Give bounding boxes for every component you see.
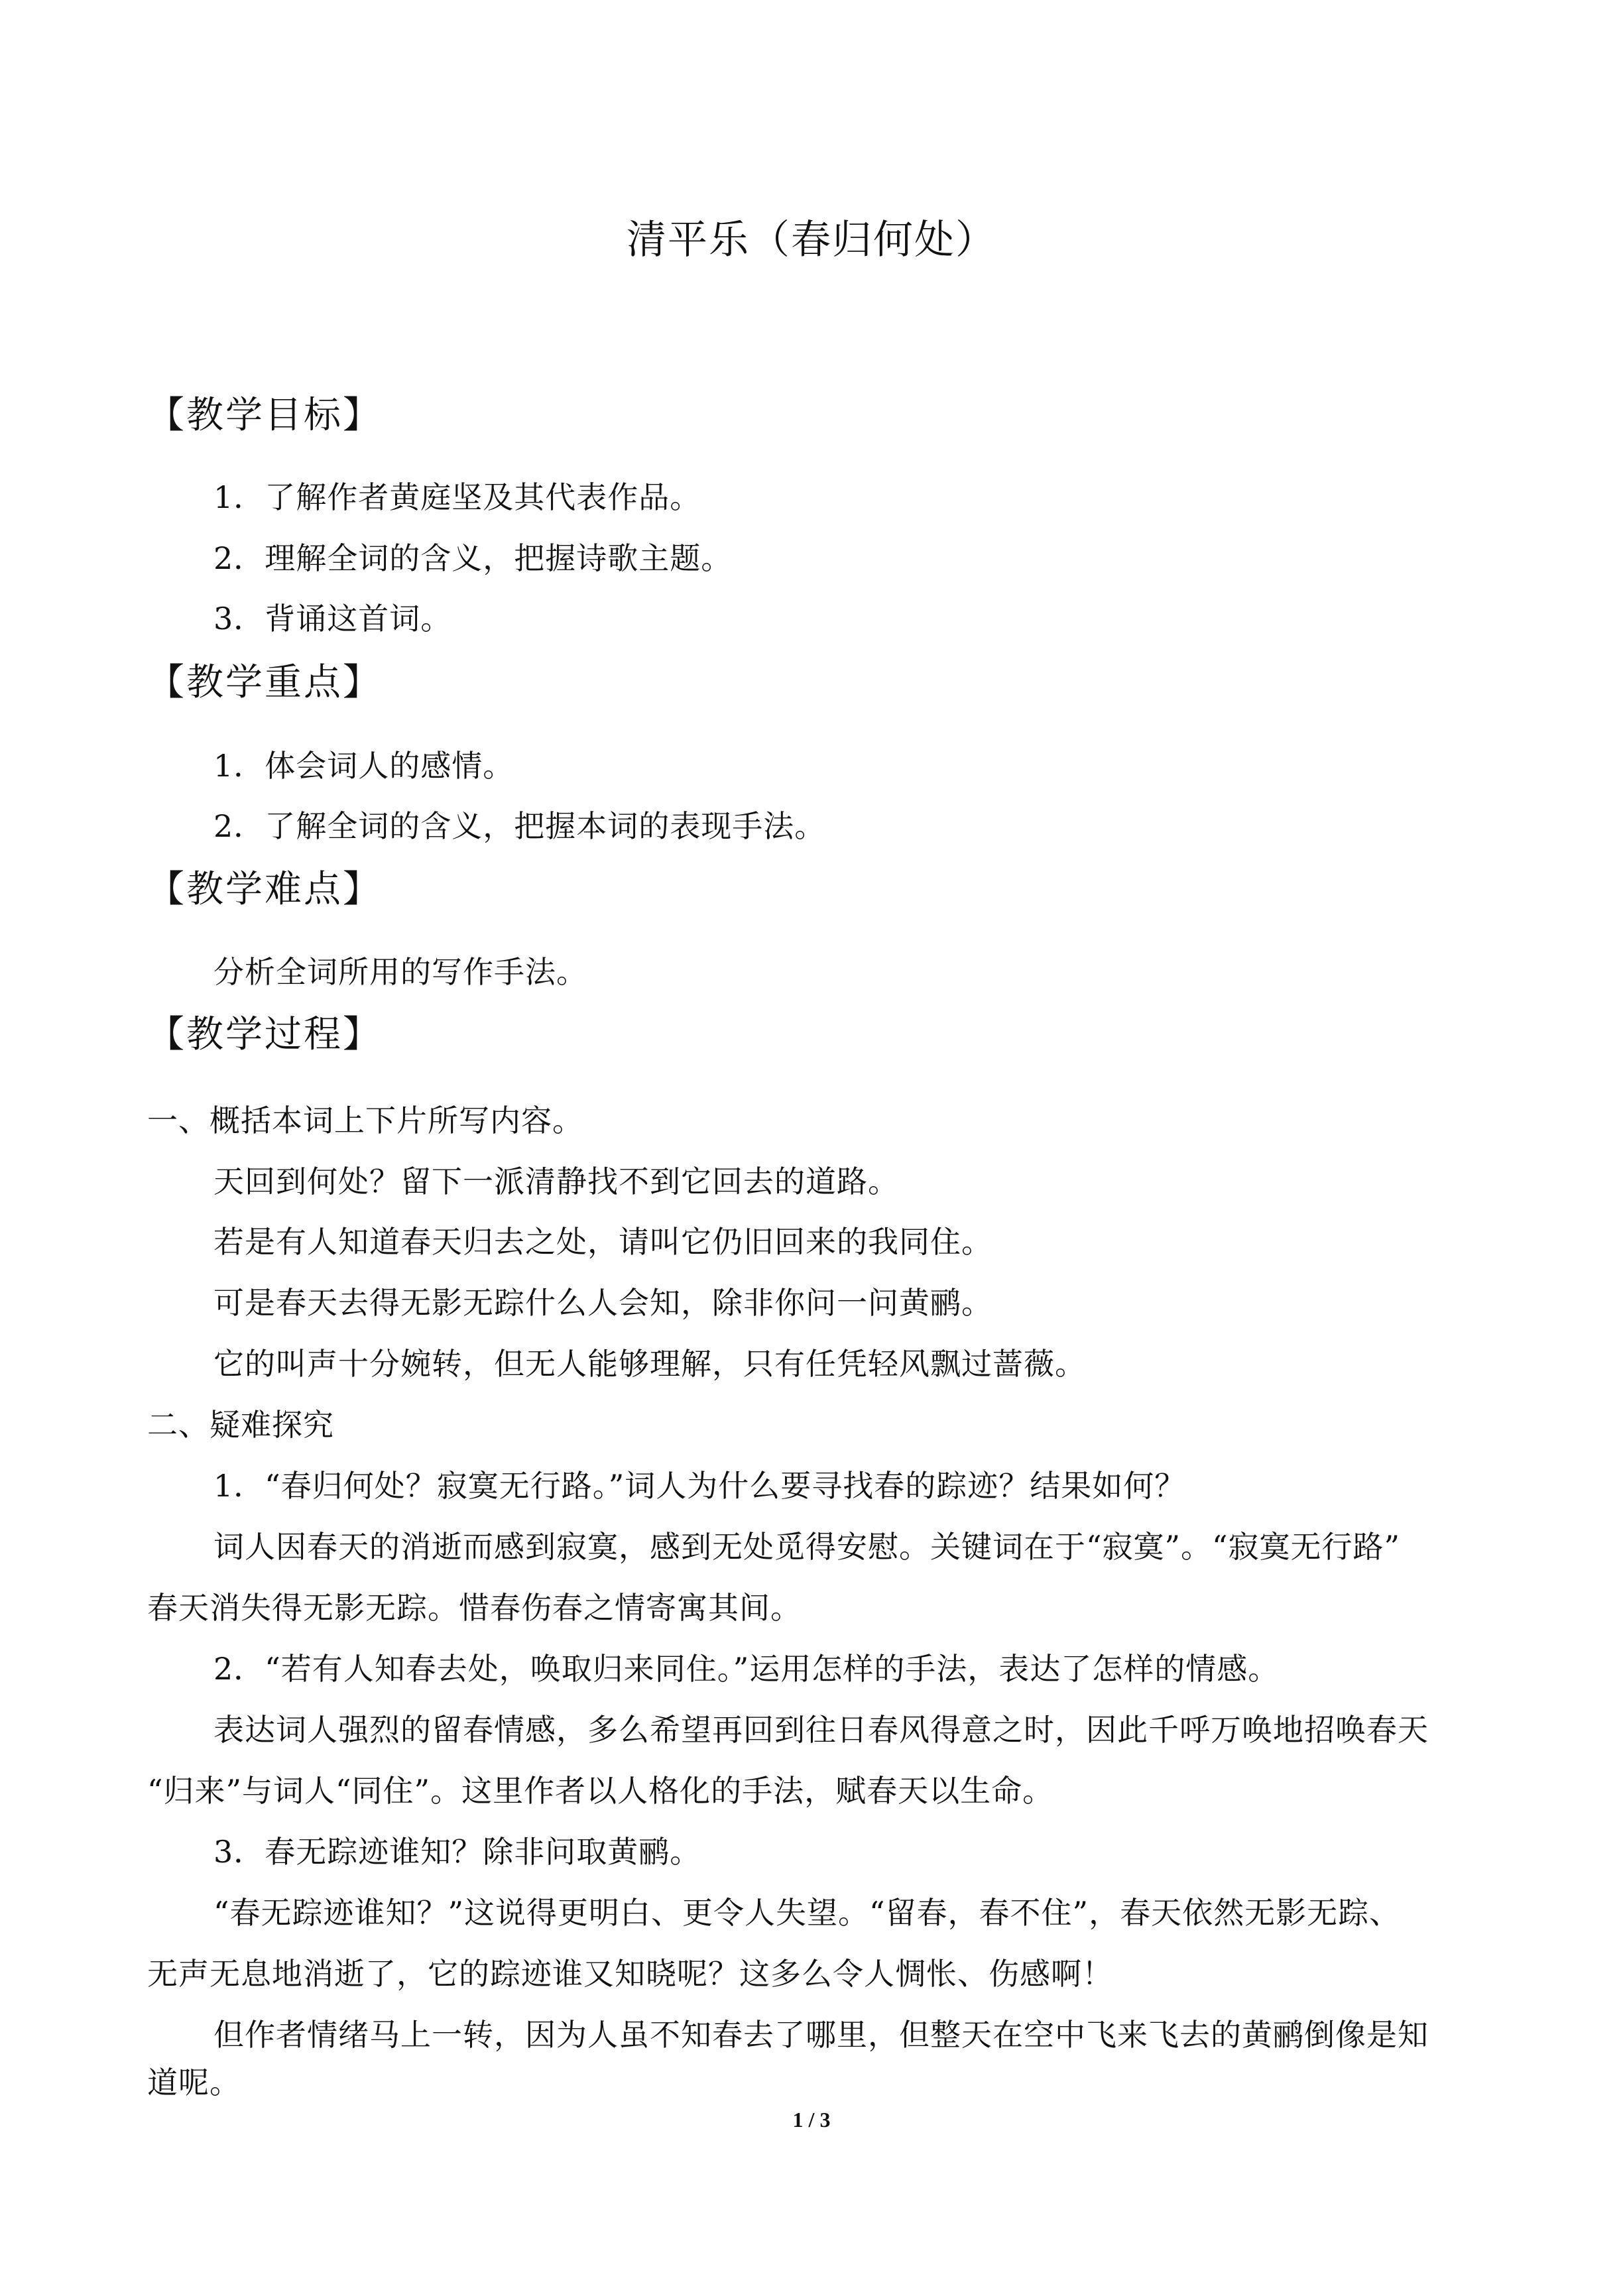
answer-3-line: “春无踪迹谁知？”这说得更明白、更令人失望。“留春，春不住”，春天依然无影无踪、 — [213, 1895, 1401, 1931]
difficulty-item: 分析全词所用的写作手法。 — [213, 954, 587, 990]
process-part1-heading: 一、概括本词上下片所写内容。 — [147, 1103, 583, 1138]
process-paragraph: 若是有人知道春天归去之处，请叫它仍旧回来的我同住。 — [213, 1224, 992, 1260]
answer-2-line: “归来”与词人“同住”。这里作者以人格化的手法，赋春天以生命。 — [147, 1773, 1054, 1809]
process-part2-heading: 二、疑难探究 — [147, 1407, 334, 1443]
process-paragraph: 它的叫声十分婉转，但无人能够理解，只有任凭轻风飘过蔷薇。 — [213, 1346, 1086, 1382]
document-title: 清平乐（春归何处） — [627, 217, 996, 263]
question-1: 1．“春归何处？寂寞无行路。”词人为什么要寻找春的踪迹？结果如何？ — [213, 1468, 1186, 1504]
answer-3-line: 无声无息地消逝了，它的踪迹谁又知晓呢？这多么令人惆怅、伤感啊！ — [147, 1956, 1113, 1992]
section-heading-objectives: 【教学目标】 — [147, 394, 382, 437]
answer-3-line: 道呢。 — [147, 2065, 241, 2100]
section-heading-process: 【教学过程】 — [147, 1013, 382, 1056]
objective-item: 2．理解全词的含义，把握诗歌主题。 — [213, 540, 733, 576]
page-number: 1 / 3 — [792, 2108, 831, 2132]
objective-item: 3．背诵这首词。 — [213, 601, 452, 636]
key-point-item: 2．了解全词的含义，把握本词的表现手法。 — [213, 808, 826, 844]
question-3: 3．春无踪迹谁知？除非问取黄鹂。 — [213, 1834, 701, 1870]
answer-1-line: 词人因春天的消逝而感到寂寞，感到无处觅得安慰。关键词在于“寂寞”。“寂寞无行路” — [213, 1529, 1401, 1565]
process-paragraph: 可是春天去得无影无踪什么人会知，除非你问一问黄鹂。 — [213, 1285, 992, 1321]
process-paragraph: 天回到何处？留下一派清静找不到它回去的道路。 — [213, 1164, 899, 1199]
section-heading-difficulties: 【教学难点】 — [147, 868, 382, 911]
question-2: 2．“若有人知春去处，唤取归来同住。”运用怎样的手法，表达了怎样的情感。 — [213, 1651, 1280, 1687]
answer-1-line: 春天消失得无影无踪。惜春伤春之情寄寓其间。 — [147, 1590, 802, 1626]
objective-item: 1．了解作者黄庭坚及其代表作品。 — [213, 479, 701, 515]
answer-2-line: 表达词人强烈的留春情感，多么希望再回到往日春风得意之时，因此千呼万唤地招唤春天 — [213, 1712, 1429, 1748]
answer-3-line: 但作者情绪马上一转，因为人虽不知春去了哪里，但整天在空中飞来飞去的黄鹂倒像是知 — [213, 2017, 1429, 2053]
key-point-item: 1．体会词人的感情。 — [213, 748, 514, 784]
section-heading-key-points: 【教学重点】 — [147, 661, 382, 704]
